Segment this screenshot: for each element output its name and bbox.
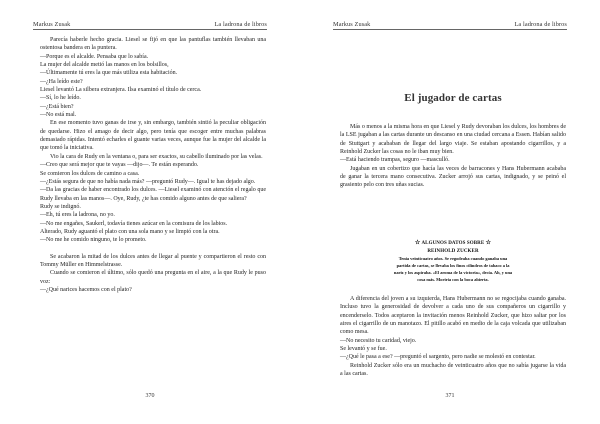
fact-box-heading-text: ALGUNOS DATOS SOBRE [421,241,485,246]
header-author: Markus Zusak [333,21,371,28]
paragraph: —Está haciendo trampas, seguro —masculló. [340,157,450,164]
paragraph: Cuando se comieron el último, sólo quedó una pregunta en el aire, a la que Rudy le puso voz: [40,270,266,285]
header-book-title: La ladrona de libros [214,21,267,28]
paragraph: Se acabaron la mitad de los dulces antes de llegar al puente y compartieron el resto con Tommy Müller en Himmelstrasse. [40,253,266,268]
paragraph: —¿Estás segura de que no había nada más? —preguntó Rudy—. Igual te has dejado algo. [40,178,256,185]
paragraph: A diferencia del joven a su izquierda, Hans Hubermann no se regocijaba cuando ganaba. Incluso tuvo la generosidad de devolver a cada uno de sus compañeros un cigarrillo y encenderselo. Todos aceptaron la invitación menos Reinhold Zucker, que hizo saltar por los aires el cigarrillo de un manotazo. El pitillo acabó en medio de la caja volcada que utilizaban como mesa. [340,296,566,336]
right-page [300,0,600,424]
fact-box-body [340,255,566,283]
paragraph: La mujer del alcalde metió las manos en los bolsillos, [40,62,169,69]
page-body-text-bottom [340,295,566,378]
fact-box-line: nariz y los aspiraba. «El aroma de la victoria», decía. Ah, y una [393,270,513,275]
paragraph: Vio la cara de Rudy en la ventana o, para ser exactos, su cabello iluminado por las velas. [50,153,263,160]
paragraph: —Creo que será mejor que te vayas —dijo—. Te están esperando. [40,162,199,169]
paragraph: —¿Ha leído este? [40,78,83,85]
header-rule [333,29,567,30]
page-body-text-top [340,123,566,190]
paragraph: Reinhold Zucker sólo era un muchacho de veinticuatro años que no sabía jugarse la vida a las cartas. [340,362,566,378]
character-fact-box [340,240,566,283]
paragraph: —¿Qué narices hacemos con el plato? [40,286,132,293]
fact-box-line: Tenía veinticuatro años. Se regodeaba cuando ganaba una [398,256,508,261]
paragraph: —Eh, tú eres la ladrona, no yo. [40,212,115,219]
fact-box-line: partida de cartas, se llevaba los finos cilindros de tabaco a la [396,263,510,268]
header-author: Markus Zusak [33,21,71,28]
fact-box-line: cosa más. Moriría con la boca abierta. [417,277,489,282]
star-ornament-icon: ☆ [485,240,492,246]
paragraph: Se comieron los dulces de camino a casa. [40,170,140,177]
star-ornament-icon: ☆ [414,240,421,246]
paragraph: Liesel levantó La silbera extranjera. Ilsa examinó el título de cerca. [40,87,202,94]
page-body-text [40,36,266,294]
header-book-title: La ladrona de libros [514,21,567,28]
paragraph: Alterado, Rudy aguantó el plato con una sola mano y se limpió con la otra. [40,228,220,235]
paragraph: Rudy se indignó. [40,203,81,210]
paragraph: —Porque es el alcalde. Pensaba que lo sabía. [40,53,149,60]
paragraph: —No me engañes, Saukerl, todavía tienes azúcar en la comisura de los labios. [40,220,228,227]
page-number: 370 [145,393,155,399]
paragraph: Parecía haberle hecho gracia. Liesel se fijó en que las pantuflas también llevaban una ostentosa bandera en la puntera. [40,37,266,52]
paragraph: —Últimamente tú eres la que más utiliza esta habitación. [40,70,178,77]
paragraph: —Sí, lo he leído. [40,95,81,102]
paragraph: En ese momento tuvo ganas de irse y, sin embargo, también sintió la peculiar obligación de quedarse. Hizo el amago de decir algo, pero tenía que escoger entre muchas palabras demasiado rápidas. Intentó echarles el guante varias veces, aunque fue la mujer del alcalde la que tomó la iniciativa. [40,120,266,152]
paragraph: Se levantó y se fue. [340,346,387,353]
paragraph: Más o menos a la misma hora en que Liesel y Rudy devoraban los dulces, los hombres de la LSE jugaban a las cartas durante un descanso en una ciudad cercana a Essen. Habían salido de Stuttgart y acababan de llegar del largo viaje. Se estaban apostando cigarrillos, y a Reinhold Zucker las cosas no le iban muy bien. [340,124,566,156]
header-rule [33,29,267,30]
paragraph: —¿Qué le pasa a ese? —preguntó el sargento, pero nadie se molestó en contestar. [340,354,536,361]
fact-box-subject: REINHOLD ZUCKER [427,248,479,254]
page-number: 371 [445,393,455,399]
paragraph: —No me he comido ninguno, te lo prometo. [40,237,147,244]
paragraph: —Da las gracias de haber encontrado los dulces. —Liesel examinó con atención el regalo que Rudy llevaba en las manos—. Oye, Rudy, ¿te has comido alguno antes de que saliera? [40,187,266,202]
paragraph: —¿Está bien? [40,103,74,110]
paragraph: —No necesito tu caridad, viejo. [340,337,417,344]
chapter-title: El jugador de cartas [404,92,502,104]
paragraph: Jugaban en un cobertizo que hacía las veces de barracones y Hans Hubermann acababa de ganar la tercera mano consecutiva. Zucker arrojó sus cartas, indignado, y se peinó el grasiento pelo con tres uñas sucias. [340,165,566,189]
paragraph: —No está mal. [40,112,77,119]
fact-box-heading [340,240,566,248]
